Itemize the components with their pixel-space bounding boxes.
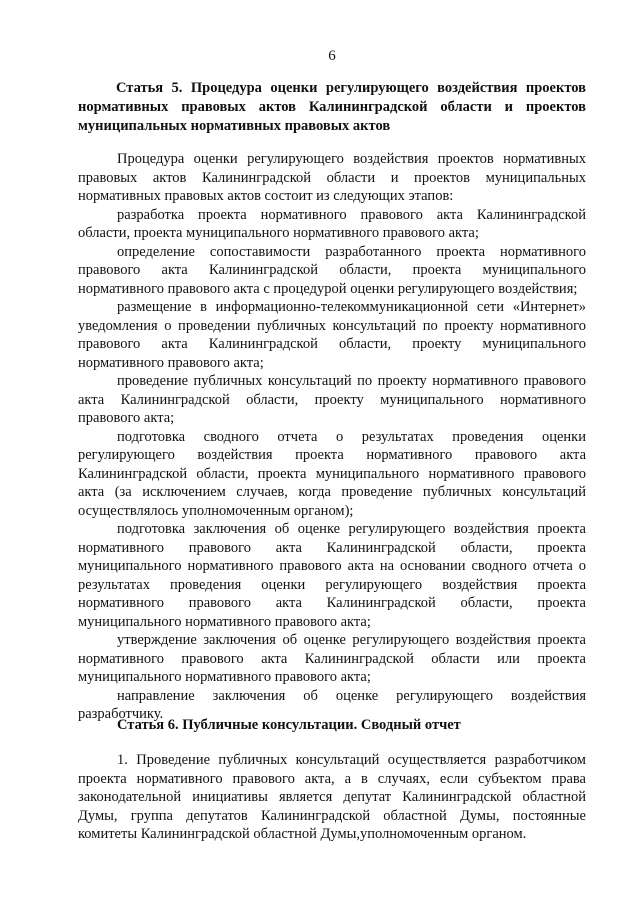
- article-5-stage-paragraph: размещение в информационно-телекоммуникационной сети «Интернет» уведомления о проведении публичных консультаций по проекту нормативного правового акта Калининградской области, проекту муниципального нормативного правового акта;: [78, 299, 586, 371]
- article-5-stage-paragraph: разработка проекта нормативного правового акта Калининградской области, проекта муниципального нормативного правового акта;: [78, 206, 586, 241]
- article-5-stage-paragraph: проведение публичных консультаций по проекту нормативного правового акта Калининградской области, проекту муниципального нормативного правового акта;: [78, 373, 586, 426]
- article-5-intro-paragraph: Процедура оценки регулирующего воздействия проектов нормативных правовых актов Калининградской области и проектов муниципальных нормативных правовых актов состоит из следующих этапов:: [78, 151, 586, 204]
- article-5-stage-paragraph: направление заключения об оценке регулирующего воздействия разработчику.: [78, 687, 586, 722]
- article-5-stage-paragraph: подготовка заключения об оценке регулирующего воздействия проекта нормативного правового акта Калининградской области, проекта муниципального нормативного правового акта на основании сводного отчета о результатах проведения оценки регулирующего воздействия проекта нормативного правового акта Калининградской области, проекта муниципального нормативного правового акта;: [78, 521, 586, 630]
- page-number: 6: [328, 48, 336, 64]
- article-5-stage-paragraph: утверждение заключения об оценке регулирующего воздействия проекта нормативного правового акта Калининградской области или проекта муниципального нормативного правового акта;: [78, 632, 586, 685]
- article-6-title: Статья 6. Публичные консультации. Сводный отчет: [117, 717, 461, 733]
- article-6-paragraph-1: 1. Проведение публичных консультаций осуществляется разработчиком проекта нормативного правового акта, а в случаях, если субъектом права законодательной инициативы является депутат Калининградской областной Думы, группа депутатов Калининградской областной Думы, постоянные комитеты Калининградской областной Думы,уполномоченным органом.: [78, 752, 586, 842]
- article-5-stage-paragraph: определение сопоставимости разработанного проекта нормативного правового акта Калининградской области, проекта муниципального нормативного правового акта с процедурой оценки регулирующего воздействия;: [78, 243, 586, 297]
- article-5-body: [78, 150, 586, 724]
- article-5-stage-paragraph: подготовка сводного отчета о результатах проведения оценки регулирующего воздействия проекта нормативного правового акта Калининградской области, проекта муниципального нормативного правового акта (за исключением случаев, когда проведение публичных консультаций осуществлялось уполномоченным органом);: [78, 428, 586, 519]
- article-6-body: [78, 751, 586, 844]
- article-5-title: Статья 5. Процедура оценки регулирующего воздействия проектов нормативных правовых актов Калининградской области и проектов муниципальных нормативных правовых актов: [78, 80, 586, 134]
